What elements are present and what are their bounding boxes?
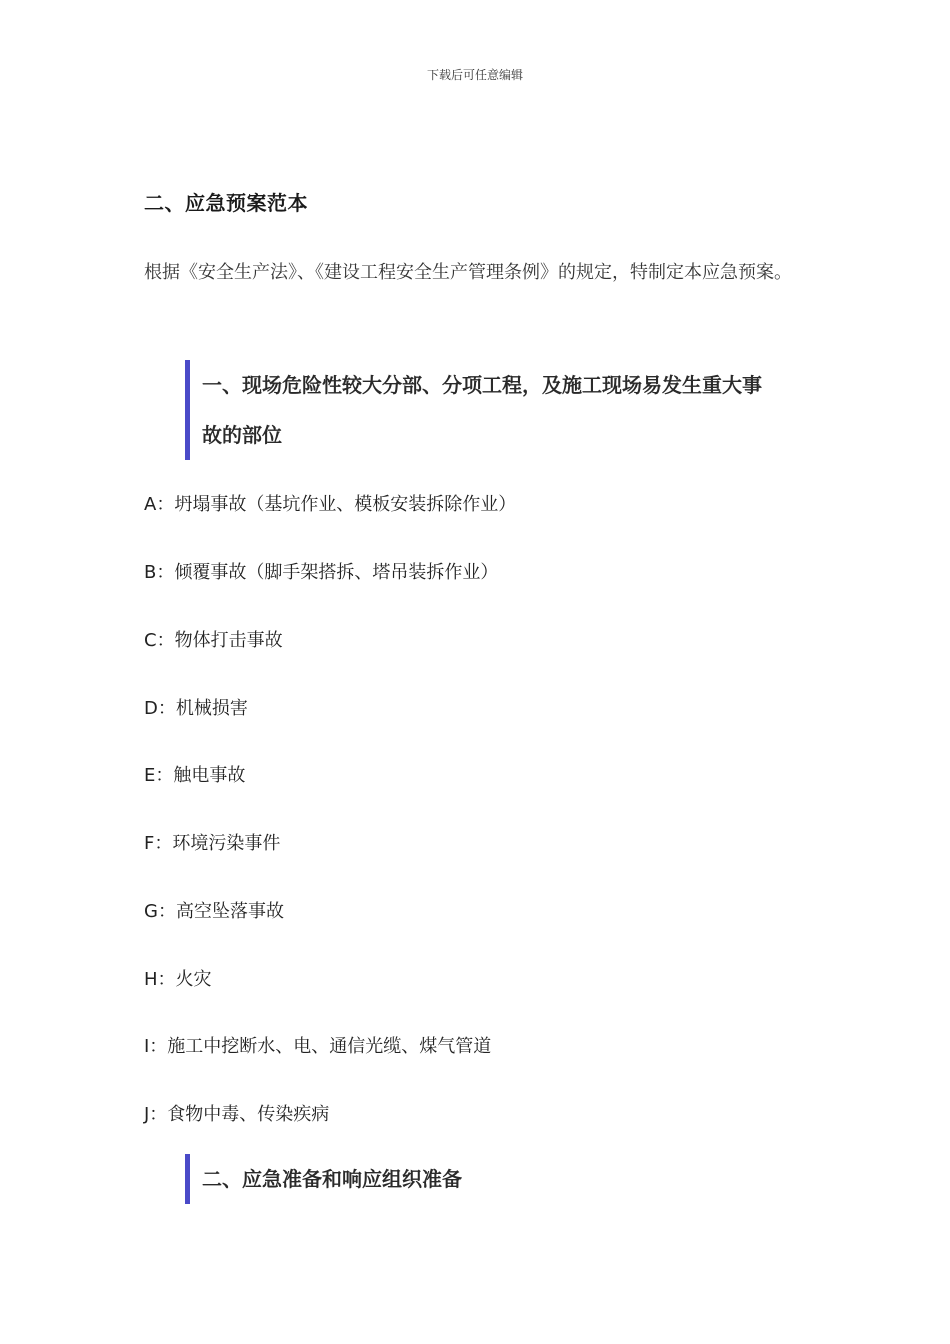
list-item: H：火灾 (144, 969, 212, 990)
intro-paragraph: 根据《安全生产法》、《建设工程安全生产管理条例》的规定，特制定本应急预案。 (144, 262, 792, 283)
list-item: J：食物中毒、传染疾病 (144, 1104, 330, 1125)
list-item: E：触电事故 (144, 765, 246, 786)
list-item: B：倾覆事故（脚手架搭拆、塔吊装拆作业） (144, 562, 499, 583)
list-item: D：机械损害 (144, 698, 248, 719)
list-item: G：高空坠落事故 (144, 901, 284, 922)
list-item: C：物体打击事故 (144, 630, 283, 651)
section-heading-emergency-preparation: 二、应急准备和响应组织准备 (185, 1154, 762, 1204)
section-heading-hazard-areas: 一、现场危险性较大分部、分项工程，及施工现场易发生重大事故的部位 (185, 360, 762, 460)
list-item: F：环境污染事件 (144, 833, 281, 854)
document-title: 二、应急预案范本 (144, 191, 308, 215)
list-item: A：坍塌事故（基坑作业、模板安装拆除作业） (144, 494, 517, 515)
list-item: I：施工中挖断水、电、通信光缆、煤气管道 (144, 1036, 492, 1057)
page-header: 下载后可任意编辑 (426, 68, 523, 82)
